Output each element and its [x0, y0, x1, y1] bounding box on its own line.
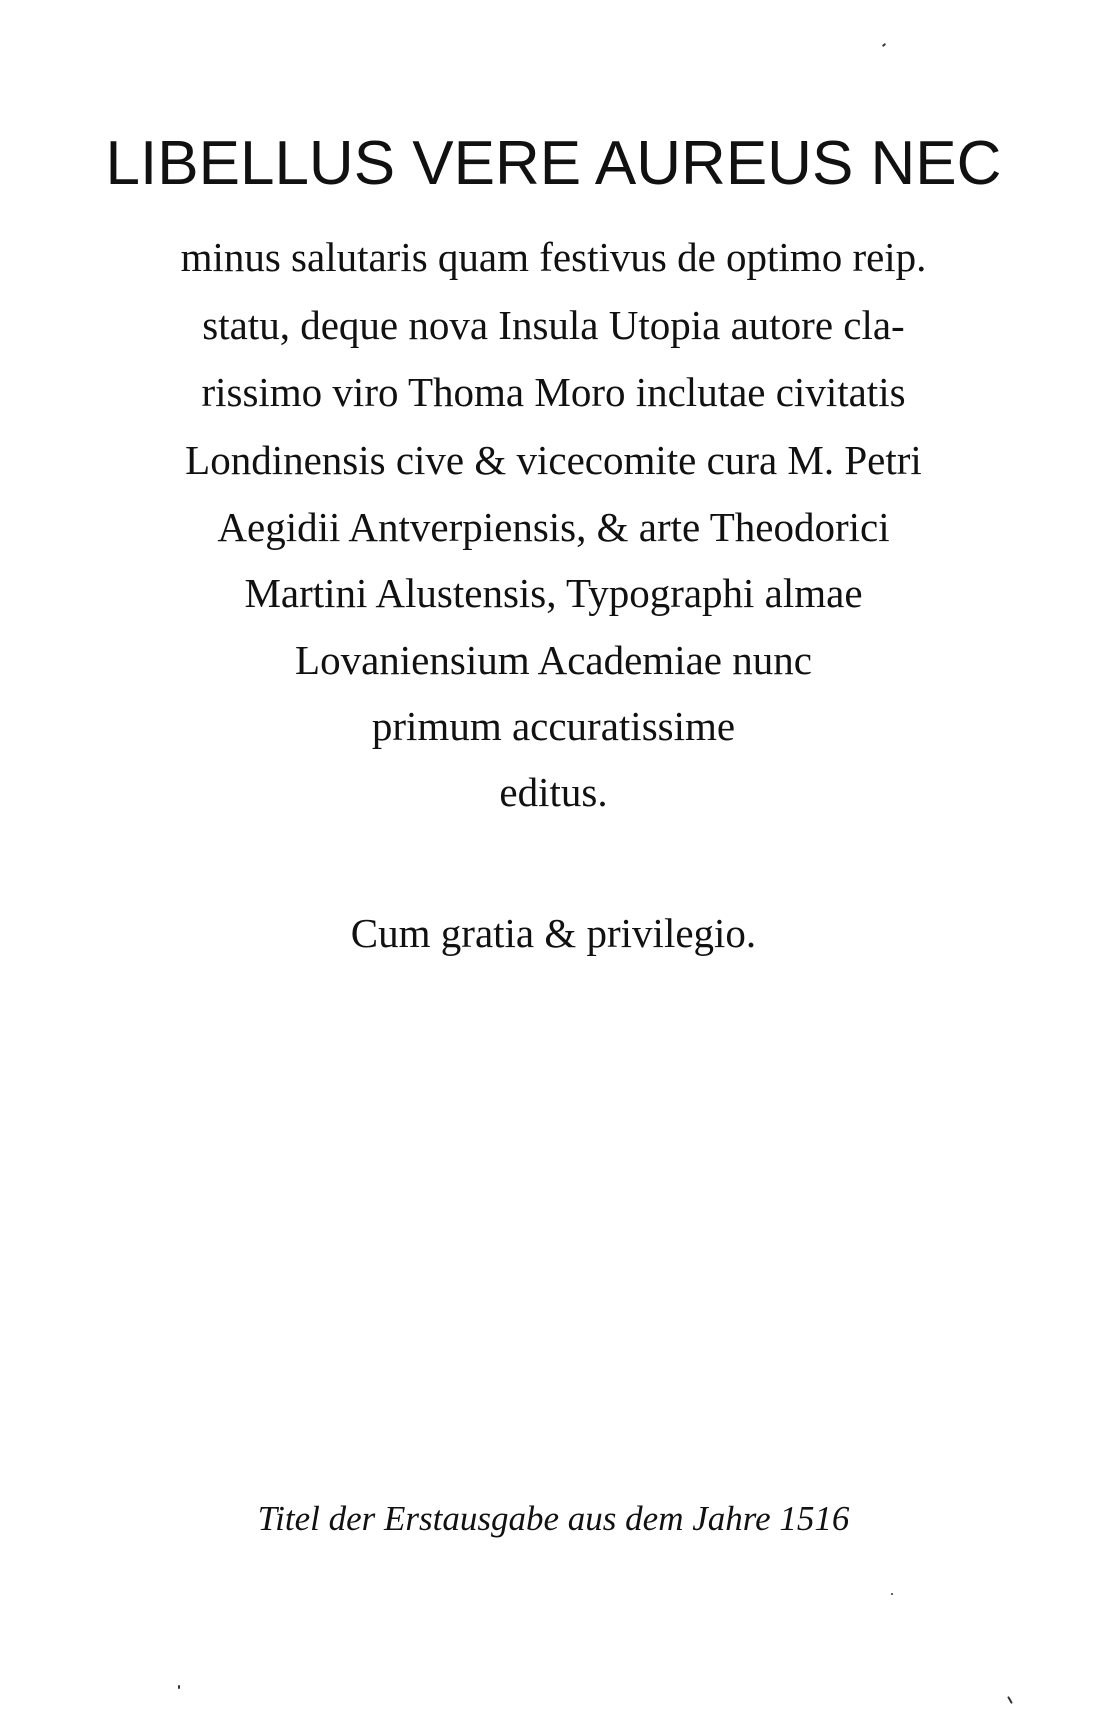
scan-speck [882, 43, 886, 47]
caption: Titel der Erstausgabe aus dem Jahre 1516 [257, 1499, 850, 1538]
title-text-line: Aegidii Antverpiensis, & arte Theodorici [217, 504, 890, 550]
privilege-line: Cum gratia & privilegio. [350, 910, 757, 956]
title-text-line: primum accuratissime [371, 703, 736, 749]
title-text-line: Lovaniensium Academiae nunc [295, 637, 812, 683]
title-text-line: editus. [499, 769, 608, 815]
title-text-line: rissimo viro Thoma Moro inclutae civitatis [201, 369, 906, 415]
title-text-line: statu, deque nova Insula Utopia autore cla- [202, 302, 905, 348]
scan-speck [1007, 1696, 1013, 1704]
book-title: LIBELLUS VERE AUREUS NEC [105, 129, 1002, 198]
scan-speck [891, 1593, 893, 1595]
title-text-line: minus salutaris quam festivus de optimo reip. [180, 234, 927, 280]
title-text-line: Martini Alustensis, Typographi almae [244, 570, 863, 616]
title-text-line: Londinensis cive & vicecomite cura M. Petri [185, 437, 922, 483]
scan-speck [178, 1685, 180, 1689]
